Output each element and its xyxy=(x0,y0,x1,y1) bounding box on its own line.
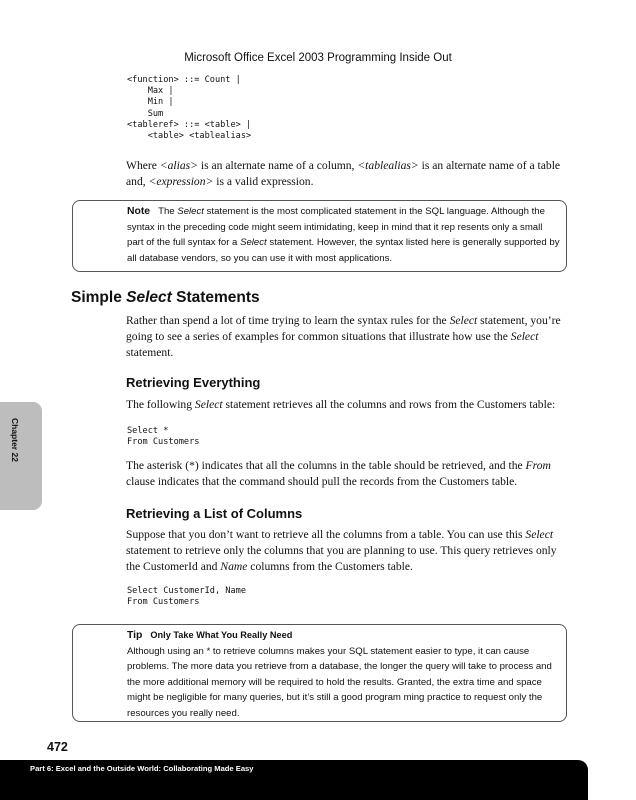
section-heading: Simple Select Statements xyxy=(71,289,260,306)
chapter-thumb-tab xyxy=(0,402,42,510)
chapter-label: Chapter 22 xyxy=(10,418,20,462)
note-text: Note The Select statement is the most complicated statement in the SQL language. Although the syntax in the preceding code might seem intimidating, keep in mind that it rep resents only a small part of the full syntax for a Select statement. However, the syntax listed here is generally supported by all database vendors, so you can use it with most applications. xyxy=(127,206,560,264)
note-box xyxy=(72,200,567,272)
intro-paragraph: Rather than spend a lot of time trying to learn the syntax rules for the Select statement, you’re going to see a series of examples for common situations that illustrate how use the Select statement. xyxy=(126,314,561,359)
paragraph-asterisk: The asterisk (*) indicates that all the columns in the table should be retrieved, and the From clause indicates that the command should pull the records from the Customers table. xyxy=(126,459,551,488)
code-block-grammar: <function> ::= Count | Max | Min | Sum <tableref> ::= <table> | <table> <tablealias> xyxy=(127,75,252,142)
tip-text xyxy=(127,628,560,721)
subheading-retrieving-list: Retrieving a List of Columns xyxy=(126,506,303,521)
tip-title: Only Take What You Really Need xyxy=(150,630,293,640)
tip-body: Although using an * to retrieve columns makes your SQL statement easier to type, it can cause problems. The more data you retrieve from a database, the longer the query will take to process and the more additional memory will be required to hold the results. Granted, the extra time and space might be negligible for many queries, but it’s still a good program ming practice to request only the resources you really need. xyxy=(127,645,552,719)
code-block-select-all: Select * From Customers xyxy=(127,426,200,448)
code-block-select-columns: Select CustomerId, Name From Customers xyxy=(127,586,246,608)
paragraph-where: Where <alias> is an alternate name of a column, <tablealias> is an alternate name of a table and, <expression> is a valid expression. xyxy=(126,159,561,188)
subheading-retrieving-everything: Retrieving Everything xyxy=(126,375,261,390)
running-header: Microsoft Office Excel 2003 Programming Inside Out xyxy=(184,52,452,64)
page-number: 472 xyxy=(47,740,68,754)
paragraph-retrieving-list: Suppose that you don’t want to retrieve all the columns from a table. You can use this Select statement to retrieve only the columns that you are planning to use. This query retrieves only the CustomerId and Name columns from the Customers table. xyxy=(126,528,557,573)
tip-box xyxy=(72,624,567,722)
tip-label: Tip xyxy=(127,630,143,641)
paragraph-retrieving-everything: The following Select statement retrieves all the columns and rows from the Customers table: xyxy=(126,398,556,411)
footer-part-title: Part 6: Excel and the Outside World: Collaborating Made Easy xyxy=(30,764,254,773)
tip-header xyxy=(127,628,560,644)
note-label: Note xyxy=(127,206,151,217)
